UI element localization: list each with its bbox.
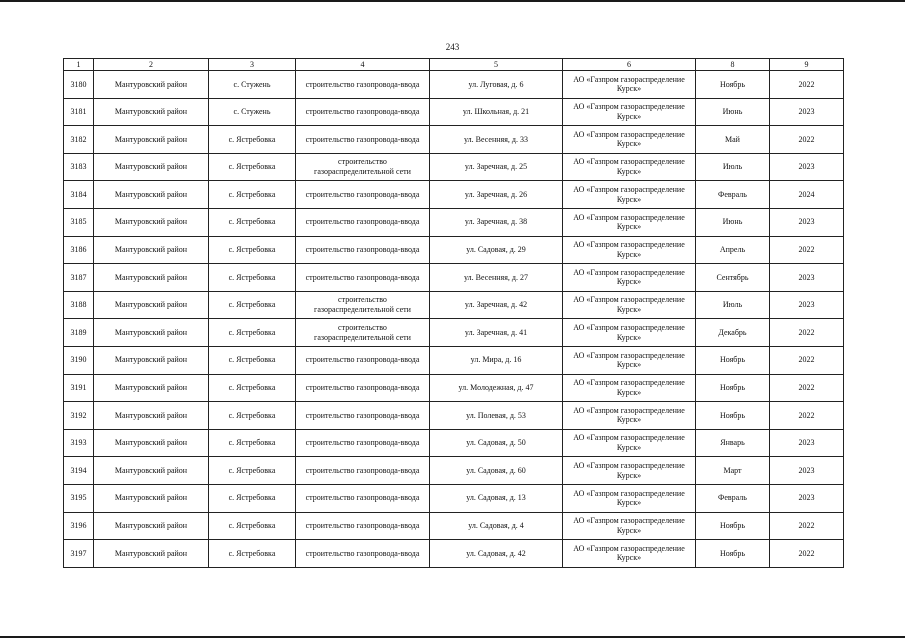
month-cell: Июль — [696, 291, 770, 319]
district-cell: Мантуровский район — [94, 374, 209, 402]
organization-cell: АО «Газпром газораспределение Курск» — [563, 429, 696, 457]
address-cell: ул. Садовая, д. 60 — [430, 457, 563, 485]
settlement-cell: с. Ястребовка — [209, 540, 296, 568]
month-cell: Июль — [696, 153, 770, 181]
address-cell: ул. Заречная, д. 25 — [430, 153, 563, 181]
work-type-cell: строительство газопровода-ввода — [296, 457, 430, 485]
table-row — [64, 181, 844, 209]
row-number-cell: 3191 — [64, 374, 94, 402]
table-row — [64, 319, 844, 347]
table-row — [64, 402, 844, 430]
row-number-cell: 3186 — [64, 236, 94, 264]
district-cell: Мантуровский район — [94, 291, 209, 319]
table-row — [64, 374, 844, 402]
column-header: 9 — [770, 59, 844, 71]
table-row — [64, 429, 844, 457]
organization-cell: АО «Газпром газораспределение Курск» — [563, 98, 696, 126]
district-cell: Мантуровский район — [94, 319, 209, 347]
district-cell: Мантуровский район — [94, 181, 209, 209]
district-cell: Мантуровский район — [94, 71, 209, 99]
column-header: 5 — [430, 59, 563, 71]
month-cell: Ноябрь — [696, 512, 770, 540]
year-cell: 2023 — [770, 429, 844, 457]
organization-cell: АО «Газпром газораспределение Курск» — [563, 71, 696, 99]
work-type-cell: строительство газопровода-ввода — [296, 264, 430, 292]
settlement-cell: с. Стужень — [209, 71, 296, 99]
address-cell: ул. Весенняя, д. 33 — [430, 126, 563, 154]
district-cell: Мантуровский район — [94, 208, 209, 236]
month-cell: Декабрь — [696, 319, 770, 347]
row-number-cell: 3192 — [64, 402, 94, 430]
table-row — [64, 71, 844, 99]
work-type-cell: строительство газопровода-ввода — [296, 126, 430, 154]
row-number-cell: 3193 — [64, 429, 94, 457]
year-cell: 2022 — [770, 402, 844, 430]
address-cell: ул. Садовая, д. 42 — [430, 540, 563, 568]
year-cell: 2022 — [770, 540, 844, 568]
settlement-cell: с. Ястребовка — [209, 374, 296, 402]
month-cell: Сентябрь — [696, 264, 770, 292]
year-cell: 2022 — [770, 346, 844, 374]
table-header-row — [64, 59, 844, 71]
year-cell: 2022 — [770, 71, 844, 99]
organization-cell: АО «Газпром газораспределение Курск» — [563, 484, 696, 512]
column-header: 1 — [64, 59, 94, 71]
table-row — [64, 208, 844, 236]
organization-cell: АО «Газпром газораспределение Курск» — [563, 540, 696, 568]
year-cell: 2024 — [770, 181, 844, 209]
address-cell: ул. Заречная, д. 42 — [430, 291, 563, 319]
year-cell: 2022 — [770, 512, 844, 540]
month-cell: Апрель — [696, 236, 770, 264]
organization-cell: АО «Газпром газораспределение Курск» — [563, 319, 696, 347]
address-cell: ул. Заречная, д. 41 — [430, 319, 563, 347]
work-type-cell: строительство газопровода-ввода — [296, 181, 430, 209]
work-type-cell: строительство газопровода-ввода — [296, 429, 430, 457]
month-cell: Ноябрь — [696, 71, 770, 99]
year-cell: 2023 — [770, 153, 844, 181]
row-number-cell: 3184 — [64, 181, 94, 209]
district-cell: Мантуровский район — [94, 126, 209, 154]
work-type-cell: строительство газопровода-ввода — [296, 208, 430, 236]
table-row — [64, 236, 844, 264]
column-header: 2 — [94, 59, 209, 71]
settlement-cell: с. Ястребовка — [209, 512, 296, 540]
district-cell: Мантуровский район — [94, 153, 209, 181]
organization-cell: АО «Газпром газораспределение Курск» — [563, 126, 696, 154]
work-type-cell: строительство газопровода-ввода — [296, 484, 430, 512]
address-cell: ул. Школьная, д. 21 — [430, 98, 563, 126]
organization-cell: АО «Газпром газораспределение Курск» — [563, 291, 696, 319]
column-header: 6 — [563, 59, 696, 71]
year-cell: 2023 — [770, 264, 844, 292]
month-cell: Ноябрь — [696, 402, 770, 430]
work-type-cell: строительство газопровода-ввода — [296, 71, 430, 99]
address-cell: ул. Молодежная, д. 47 — [430, 374, 563, 402]
year-cell: 2023 — [770, 457, 844, 485]
work-type-cell: строительство газопровода-ввода — [296, 402, 430, 430]
settlement-cell: с. Ястребовка — [209, 181, 296, 209]
table-row — [64, 512, 844, 540]
organization-cell: АО «Газпром газораспределение Курск» — [563, 181, 696, 209]
address-cell: ул. Весенняя, д. 27 — [430, 264, 563, 292]
row-number-cell: 3187 — [64, 264, 94, 292]
month-cell: Июнь — [696, 208, 770, 236]
row-number-cell: 3183 — [64, 153, 94, 181]
work-type-cell: строительство газопровода-ввода — [296, 540, 430, 568]
district-cell: Мантуровский район — [94, 512, 209, 540]
district-cell: Мантуровский район — [94, 457, 209, 485]
organization-cell: АО «Газпром газораспределение Курск» — [563, 512, 696, 540]
year-cell: 2023 — [770, 484, 844, 512]
page-number: 243 — [445, 42, 460, 52]
address-cell: ул. Садовая, д. 50 — [430, 429, 563, 457]
month-cell: Март — [696, 457, 770, 485]
organization-cell: АО «Газпром газораспределение Курск» — [563, 374, 696, 402]
work-type-cell: строительство газопровода-ввода — [296, 374, 430, 402]
row-number-cell: 3190 — [64, 346, 94, 374]
table-row — [64, 126, 844, 154]
settlement-cell: с. Ястребовка — [209, 457, 296, 485]
settlement-cell: с. Ястребовка — [209, 291, 296, 319]
district-cell: Мантуровский район — [94, 429, 209, 457]
address-cell: ул. Садовая, д. 4 — [430, 512, 563, 540]
organization-cell: АО «Газпром газораспределение Курск» — [563, 236, 696, 264]
year-cell: 2022 — [770, 126, 844, 154]
year-cell: 2022 — [770, 374, 844, 402]
settlement-cell: с. Ястребовка — [209, 319, 296, 347]
table-body — [64, 71, 844, 568]
gasification-table — [63, 58, 844, 568]
column-header: 3 — [209, 59, 296, 71]
table-row — [64, 457, 844, 485]
address-cell: ул. Мира, д. 16 — [430, 346, 563, 374]
address-cell: ул. Садовая, д. 13 — [430, 484, 563, 512]
table-row — [64, 540, 844, 568]
organization-cell: АО «Газпром газораспределение Курск» — [563, 457, 696, 485]
month-cell: Февраль — [696, 181, 770, 209]
settlement-cell: с. Ястребовка — [209, 264, 296, 292]
work-type-cell: строительство газопровода-ввода — [296, 236, 430, 264]
row-number-cell: 3195 — [64, 484, 94, 512]
column-header: 4 — [296, 59, 430, 71]
table-row — [64, 484, 844, 512]
settlement-cell: с. Ястребовка — [209, 429, 296, 457]
settlement-cell: с. Ястребовка — [209, 484, 296, 512]
table-row — [64, 291, 844, 319]
organization-cell: АО «Газпром газораспределение Курск» — [563, 264, 696, 292]
settlement-cell: с. Стужень — [209, 98, 296, 126]
organization-cell: АО «Газпром газораспределение Курск» — [563, 402, 696, 430]
table-row — [64, 346, 844, 374]
work-type-cell: строительство газораспределительной сети — [296, 319, 430, 347]
row-number-cell: 3185 — [64, 208, 94, 236]
year-cell: 2022 — [770, 236, 844, 264]
month-cell: Ноябрь — [696, 374, 770, 402]
row-number-cell: 3196 — [64, 512, 94, 540]
district-cell: Мантуровский район — [94, 540, 209, 568]
settlement-cell: с. Ястребовка — [209, 402, 296, 430]
table-row — [64, 153, 844, 181]
table-row — [64, 98, 844, 126]
year-cell: 2023 — [770, 291, 844, 319]
month-cell: Ноябрь — [696, 346, 770, 374]
organization-cell: АО «Газпром газораспределение Курск» — [563, 346, 696, 374]
organization-cell: АО «Газпром газораспределение Курск» — [563, 208, 696, 236]
work-type-cell: строительство газопровода-ввода — [296, 512, 430, 540]
row-number-cell: 3194 — [64, 457, 94, 485]
district-cell: Мантуровский район — [94, 402, 209, 430]
address-cell: ул. Луговая, д. 6 — [430, 71, 563, 99]
year-cell: 2023 — [770, 98, 844, 126]
district-cell: Мантуровский район — [94, 346, 209, 374]
work-type-cell: строительство газораспределительной сети — [296, 291, 430, 319]
row-number-cell: 3182 — [64, 126, 94, 154]
row-number-cell: 3180 — [64, 71, 94, 99]
settlement-cell: с. Ястребовка — [209, 153, 296, 181]
month-cell: Май — [696, 126, 770, 154]
district-cell: Мантуровский район — [94, 236, 209, 264]
work-type-cell: строительство газопровода-ввода — [296, 346, 430, 374]
settlement-cell: с. Ястребовка — [209, 126, 296, 154]
page-bottom-border — [0, 636, 905, 638]
work-type-cell: строительство газопровода-ввода — [296, 98, 430, 126]
address-cell: ул. Заречная, д. 38 — [430, 208, 563, 236]
address-cell: ул. Полевая, д. 53 — [430, 402, 563, 430]
district-cell: Мантуровский район — [94, 98, 209, 126]
row-number-cell: 3181 — [64, 98, 94, 126]
month-cell: Ноябрь — [696, 540, 770, 568]
year-cell: 2022 — [770, 319, 844, 347]
settlement-cell: с. Ястребовка — [209, 236, 296, 264]
settlement-cell: с. Ястребовка — [209, 208, 296, 236]
month-cell: Февраль — [696, 484, 770, 512]
address-cell: ул. Садовая, д. 29 — [430, 236, 563, 264]
month-cell: Июнь — [696, 98, 770, 126]
district-cell: Мантуровский район — [94, 484, 209, 512]
work-type-cell: строительство газораспределительной сети — [296, 153, 430, 181]
year-cell: 2023 — [770, 208, 844, 236]
settlement-cell: с. Ястребовка — [209, 346, 296, 374]
organization-cell: АО «Газпром газораспределение Курск» — [563, 153, 696, 181]
column-header: 8 — [696, 59, 770, 71]
row-number-cell: 3188 — [64, 291, 94, 319]
table-row — [64, 264, 844, 292]
address-cell: ул. Заречная, д. 26 — [430, 181, 563, 209]
page-top-border — [0, 0, 905, 2]
district-cell: Мантуровский район — [94, 264, 209, 292]
month-cell: Январь — [696, 429, 770, 457]
row-number-cell: 3197 — [64, 540, 94, 568]
row-number-cell: 3189 — [64, 319, 94, 347]
